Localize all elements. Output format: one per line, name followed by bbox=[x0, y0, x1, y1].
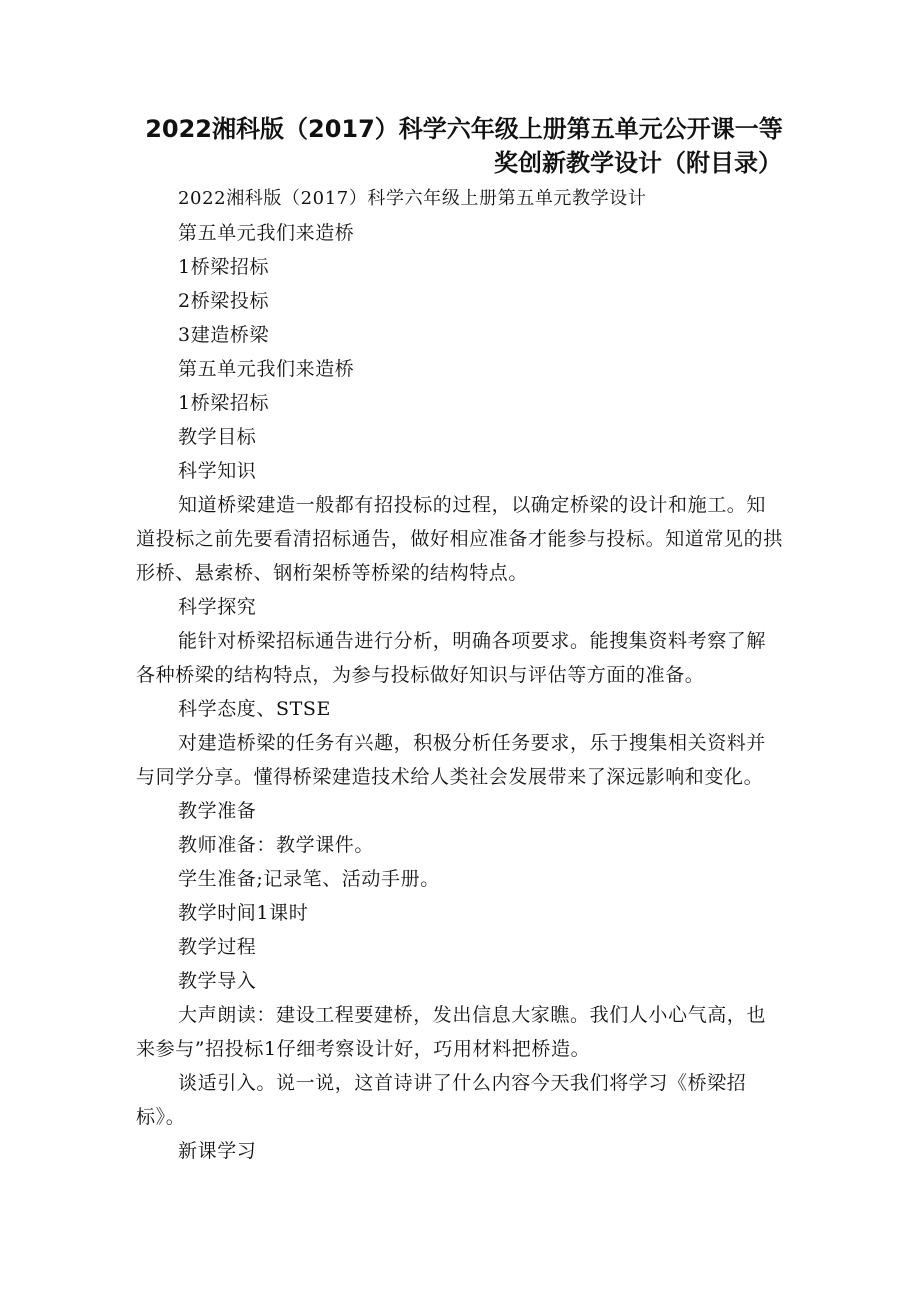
document-title bbox=[136, 112, 792, 180]
section-heading: 教学目标 bbox=[178, 426, 257, 448]
section-heading: 教学准备 bbox=[178, 800, 257, 822]
toc-item: 1桥梁招标 bbox=[178, 256, 270, 278]
section-heading: 教学导入 bbox=[178, 970, 257, 992]
body-paragraph: 教学时间1课时 bbox=[178, 902, 309, 924]
body-paragraph: 知道桥梁建造一般都有招投标的过程，以确定桥梁的设计和施工。知道投标之前先要看清招标通告，做好相应准备才能参与投标。知道常见的拱形桥、悬索桥、钢桁架桥等桥梁的结构特点。 bbox=[136, 494, 783, 584]
section-heading: 科学探究 bbox=[178, 596, 257, 618]
document-body bbox=[136, 182, 784, 1168]
toc-item: 3建造桥梁 bbox=[178, 324, 270, 346]
body-paragraph: 大声朗读：建设工程要建桥，发出信息大家瞧。我们人小心气高，也来参与”招投标1仔细考察设计好，巧用材料把桥造。 bbox=[136, 1004, 767, 1060]
document-title-line-2: 奖创新教学设计（附目录） bbox=[494, 149, 782, 177]
section-heading: 新课学习 bbox=[178, 1140, 257, 1162]
document-title-line-1: 2022湘科版（2017）科学六年级上册第五单元公开课一等 bbox=[145, 115, 783, 143]
body-paragraph: 能针对桥梁招标通告进行分析，明确各项要求。能搜集资料考察了解各种桥梁的结构特点，为参与投标做好知识与评估等方面的准备。 bbox=[136, 630, 767, 686]
section-heading: 教学过程 bbox=[178, 936, 257, 958]
subtitle-paragraph: 2022湘科版（2017）科学六年级上册第五单元教学设计 bbox=[178, 188, 647, 209]
section-heading: 科学态度、STSE bbox=[178, 698, 331, 720]
unit-heading: 第五单元我们来造桥 bbox=[178, 358, 355, 380]
unit-heading: 第五单元我们来造桥 bbox=[178, 222, 355, 244]
body-paragraph: 学生准备;记录笔、活动手册。 bbox=[178, 868, 440, 890]
body-paragraph: 谈适引入。说一说，这首诗讲了什么内容今天我们将学习《桥梁招标》。 bbox=[136, 1072, 747, 1128]
toc-item: 2桥梁投标 bbox=[178, 290, 270, 312]
lesson-heading: 1桥梁招标 bbox=[178, 392, 270, 414]
body-paragraph: 教师准备：教学课件。 bbox=[178, 834, 375, 856]
body-paragraph: 对建造桥梁的任务有兴趣，积极分析任务要求，乐于搜集相关资料并与同学分享。懂得桥梁建造技术给人类社会发展带来了深远影响和变化。 bbox=[136, 732, 767, 788]
section-heading: 科学知识 bbox=[178, 460, 257, 482]
